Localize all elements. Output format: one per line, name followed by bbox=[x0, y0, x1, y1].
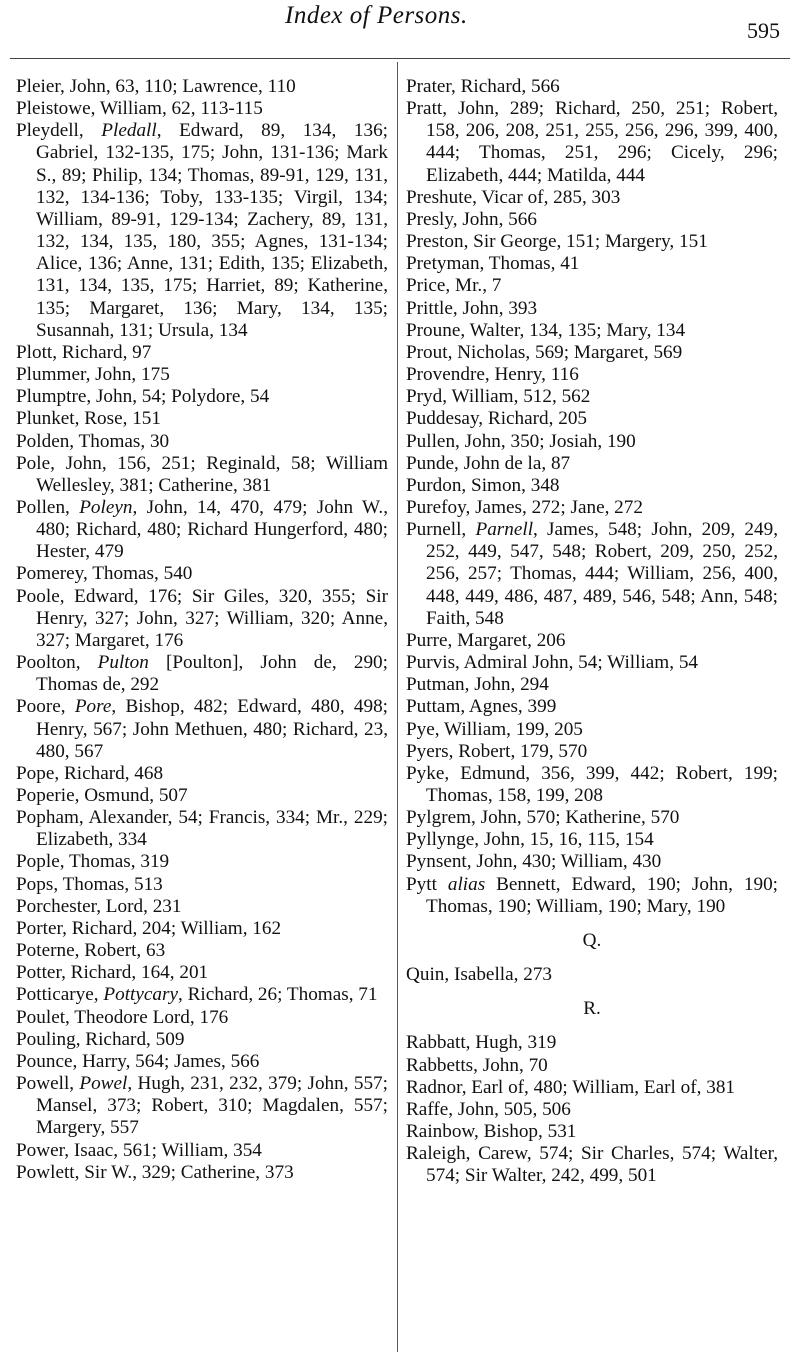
entry-text: Poulet, Theodore Lord, 176 bbox=[16, 1006, 229, 1028]
entry-text: Puddesay, Richard, 205 bbox=[406, 408, 588, 430]
index-entry bbox=[406, 209, 778, 231]
entry-variant-spelling: Poleyn bbox=[79, 496, 133, 518]
index-entry bbox=[16, 431, 388, 453]
entry-text: Bennett, Edward, 190; John, 190; Thomas, 190; William, 190; Mary, 190 bbox=[426, 873, 778, 917]
index-entry bbox=[406, 76, 778, 98]
index-entry bbox=[406, 253, 778, 275]
entry-text: Poterne, Robert, 63 bbox=[16, 940, 166, 962]
entry-text: Pleistowe, William, 62, 113-115 bbox=[16, 98, 263, 120]
index-entry bbox=[406, 763, 778, 807]
entry-text: Pople, Thomas, 319 bbox=[16, 851, 170, 873]
entry-variant-spelling: Powel bbox=[79, 1073, 128, 1095]
entry-text: Purnell, bbox=[406, 519, 476, 541]
entry-variant-spelling: Parnell bbox=[475, 519, 534, 541]
index-entry bbox=[406, 364, 778, 386]
index-entry bbox=[406, 453, 778, 475]
entry-text: Pleydell, bbox=[16, 120, 102, 142]
entry-variant-spelling: alias bbox=[447, 873, 486, 895]
entry-text: Pretyman, Thomas, 41 bbox=[406, 253, 580, 275]
index-entry bbox=[16, 851, 388, 873]
entry-text: Potticarye, bbox=[16, 984, 104, 1006]
index-entry bbox=[406, 1099, 778, 1121]
entry-text: , John, 14, 470, 479; John W., 480; Richard, 480; Richard Hungerford, 480; Hester, 479 bbox=[36, 496, 388, 563]
index-entry bbox=[16, 342, 388, 364]
entry-text: Plumptre, John, 54; Polydore, 54 bbox=[16, 386, 270, 408]
entry-list-q bbox=[406, 964, 778, 986]
entry-text: , Edward, 89, 134, 136; Gabriel, 132-135, 175; John, 131-136; Mark S., 89; Philip, 134; Thomas, 89-91, 129, 131, 132, 134-136; Toby, 133-135; Virgil, 134; William, 89-91, 129-134; Zachery, 89, 131, 132, 134, 135, 180, 355; Agnes, 131-134; Alice, 136; Anne, 131; Edith, 135; Elizabeth, 131, 134, 135, 175; Harriet, 89; Katherine, 135; Margaret, 136; Mary, 134, 135; Susannah, 131; Ursula, 134 bbox=[36, 120, 388, 341]
entry-text: Preston, Sir George, 151; Margery, 151 bbox=[406, 231, 708, 253]
entry-text: Raleigh, Carew, 574; Sir Charles, 574; Walter, 574; Sir Walter, 242, 499, 501 bbox=[406, 1143, 778, 1187]
index-entry bbox=[406, 475, 778, 497]
entry-text: Powlett, Sir W., 329; Catherine, 373 bbox=[16, 1161, 294, 1183]
index-entry bbox=[406, 696, 778, 718]
entry-text: Quin, Isabella, 273 bbox=[406, 964, 553, 986]
column-divider bbox=[397, 62, 398, 1352]
index-entry bbox=[16, 386, 388, 408]
entry-variant-spelling: Pore bbox=[74, 696, 112, 718]
index-entry bbox=[406, 342, 778, 364]
entry-text: Pynsent, John, 430; William, 430 bbox=[406, 851, 662, 873]
entry-text: Pye, William, 199, 205 bbox=[406, 718, 583, 740]
index-entry bbox=[406, 1055, 778, 1077]
page-number: 595 bbox=[747, 18, 780, 43]
entry-list-r bbox=[406, 1032, 778, 1187]
entry-text: Prater, Richard, 566 bbox=[406, 76, 560, 97]
entry-list-right bbox=[406, 76, 778, 918]
entry-text: Pratt, John, 289; Richard, 250, 251; Robert, 158, 206, 208, 251, 255, 256, 296, 399, 400, 444; Thomas, 251, 296; Cicely, 296; Elizabeth, 444; Matilda, 444 bbox=[406, 98, 778, 186]
index-entry bbox=[16, 1073, 388, 1139]
entry-text: Pomerey, Thomas, 540 bbox=[16, 563, 193, 585]
entry-text: Poore, bbox=[16, 696, 75, 718]
index-entry bbox=[16, 984, 388, 1006]
entry-text: Price, Mr., 7 bbox=[406, 275, 502, 297]
index-entry bbox=[406, 320, 778, 342]
entry-text: Rabbetts, John, 70 bbox=[406, 1054, 548, 1076]
entry-variant-spelling: Pledall bbox=[101, 120, 157, 142]
index-entry bbox=[406, 741, 778, 763]
index-entry bbox=[16, 918, 388, 940]
entry-text: Pleier, John, 63, 110; Lawrence, 110 bbox=[16, 76, 296, 97]
index-entry bbox=[16, 1029, 388, 1051]
entry-list-left bbox=[16, 76, 388, 1184]
entry-text: Pouling, Richard, 509 bbox=[16, 1028, 185, 1050]
entry-text: Putman, John, 294 bbox=[406, 674, 549, 696]
index-entry bbox=[16, 962, 388, 984]
section-heading-r: R. bbox=[583, 998, 601, 1020]
index-entry bbox=[406, 298, 778, 320]
entry-text: Powell, bbox=[16, 1073, 80, 1095]
entry-text: Provendre, Henry, 116 bbox=[406, 364, 579, 386]
index-entry bbox=[406, 386, 778, 408]
entry-text: Power, Isaac, 561; William, 354 bbox=[16, 1139, 262, 1161]
entry-variant-spelling: Pottycary bbox=[103, 984, 178, 1006]
entry-text: Rabbatt, Hugh, 319 bbox=[406, 1032, 557, 1054]
index-entry bbox=[16, 408, 388, 430]
index-entry bbox=[406, 431, 778, 453]
index-entry bbox=[16, 785, 388, 807]
entry-text: Rainbow, Bishop, 531 bbox=[406, 1121, 577, 1143]
entry-text: Presly, John, 566 bbox=[406, 208, 537, 230]
index-entry bbox=[406, 231, 778, 253]
index-entry bbox=[16, 586, 388, 652]
entry-text: Prittle, John, 393 bbox=[406, 297, 538, 319]
entry-text: Pope, Richard, 468 bbox=[16, 762, 164, 784]
index-entry bbox=[16, 696, 388, 762]
index-entry bbox=[406, 519, 778, 630]
index-entry bbox=[16, 807, 388, 851]
index-entry bbox=[406, 187, 778, 209]
entry-text: Poole, Edward, 176; Sir Giles, 320, 355; Sir Henry, 327; John, 327; William, 320; Anne, 327; Margaret, 176 bbox=[16, 585, 388, 651]
index-column-left bbox=[16, 76, 388, 1184]
index-entry bbox=[16, 763, 388, 785]
entry-text: Poolton, bbox=[16, 652, 98, 674]
entry-text: , James, 548; John, 209, 249, 252, 449, 547, 548; Robert, 209, 250, 252, 256, 257; Thomas, 444; William, 256, 400, 448, 449, 486, 487, 489, 546, 548; Ann, 548; Faith, 548 bbox=[426, 519, 778, 629]
entry-text: Potter, Richard, 164, 201 bbox=[16, 962, 209, 984]
index-entry bbox=[406, 275, 778, 297]
entry-text: Pylgrem, John, 570; Katherine, 570 bbox=[406, 807, 680, 829]
index-entry bbox=[406, 630, 778, 652]
entry-text: Popham, Alexander, 54; Francis, 334; Mr., 229; Elizabeth, 334 bbox=[16, 807, 388, 851]
section-heading-q: Q. bbox=[582, 929, 602, 951]
index-entry bbox=[406, 964, 778, 986]
index-entry bbox=[406, 829, 778, 851]
entry-text: Purre, Margaret, 206 bbox=[406, 629, 566, 651]
index-entry bbox=[16, 563, 388, 585]
entry-text: Purefoy, James, 272; Jane, 272 bbox=[406, 496, 643, 518]
index-entry bbox=[16, 1162, 388, 1184]
entry-text: Puttam, Agnes, 399 bbox=[406, 696, 557, 718]
index-entry bbox=[406, 719, 778, 741]
index-entry bbox=[406, 807, 778, 829]
entry-text: Raffe, John, 505, 506 bbox=[406, 1098, 571, 1120]
entry-text: Purvis, Admiral John, 54; William, 54 bbox=[406, 652, 699, 674]
entry-text: Poperie, Osmund, 507 bbox=[16, 785, 188, 806]
header-rule bbox=[10, 58, 790, 59]
index-entry bbox=[406, 652, 778, 674]
entry-text: Radnor, Earl of, 480; William, Earl of, 381 bbox=[406, 1076, 736, 1098]
index-entry bbox=[406, 408, 778, 430]
entry-text: Punde, John de la, 87 bbox=[406, 452, 571, 474]
index-entry bbox=[16, 896, 388, 918]
index-entry bbox=[16, 98, 388, 120]
entry-text: Proune, Walter, 134, 135; Mary, 134 bbox=[406, 319, 686, 341]
index-entry bbox=[16, 1051, 388, 1073]
entry-text: , Richard, 26; Thomas, 71 bbox=[177, 984, 378, 1006]
index-entry bbox=[16, 874, 388, 896]
entry-text: Preshute, Vicar of, 285, 303 bbox=[406, 186, 621, 208]
running-title: Index of Persons. bbox=[285, 2, 468, 29]
entry-text: Purdon, Simon, 348 bbox=[406, 474, 560, 496]
entry-text: , Hugh, 231, 232, 379; John, 557; Mansel, 373; Robert, 310; Magdalen, 557; Margery, 557 bbox=[36, 1073, 388, 1139]
index-entry bbox=[16, 1140, 388, 1162]
entry-text: Polden, Thomas, 30 bbox=[16, 430, 170, 452]
entry-text: Pole, John, 156, 251; Reginald, 58; William Wellesley, 381; Catherine, 381 bbox=[16, 452, 388, 496]
index-entry bbox=[406, 874, 778, 918]
entry-text: Porter, Richard, 204; William, 162 bbox=[16, 917, 282, 939]
index-entry bbox=[406, 1032, 778, 1054]
entry-variant-spelling: Pulton bbox=[97, 652, 149, 674]
entry-text: Pops, Thomas, 513 bbox=[16, 873, 163, 895]
index-entry bbox=[16, 652, 388, 696]
index-entry bbox=[16, 453, 388, 497]
entry-text: Pryd, William, 512, 562 bbox=[406, 386, 591, 408]
index-column-right bbox=[406, 76, 778, 1188]
entry-text: Pytt bbox=[406, 873, 448, 895]
entry-text: Pyers, Robert, 179, 570 bbox=[406, 740, 588, 762]
index-entry bbox=[16, 940, 388, 962]
entry-text: Pyke, Edmund, 356, 399, 442; Robert, 199; Thomas, 158, 199, 208 bbox=[406, 762, 778, 806]
entry-text: Porchester, Lord, 231 bbox=[16, 895, 182, 917]
index-entry bbox=[406, 1121, 778, 1143]
index-entry bbox=[16, 497, 388, 563]
index-entry bbox=[406, 851, 778, 873]
entry-text: Plummer, John, 175 bbox=[16, 364, 170, 386]
entry-text: , Bishop, 482; Edward, 480, 498; Henry, 567; John Methuen, 480; Richard, 23, 480, 567 bbox=[36, 696, 388, 762]
index-entry bbox=[16, 364, 388, 386]
page-header bbox=[0, 0, 800, 58]
index-entry bbox=[406, 674, 778, 696]
entry-text: [Poulton], John de, 290; Thomas de, 292 bbox=[36, 652, 388, 696]
entry-text: Pounce, Harry, 564; James, 566 bbox=[16, 1050, 260, 1072]
entry-text: Pyllynge, John, 15, 16, 115, 154 bbox=[406, 829, 654, 851]
entry-text: Pollen, bbox=[16, 496, 80, 518]
index-entry bbox=[406, 1077, 778, 1099]
index-entry bbox=[406, 1143, 778, 1187]
index-entry bbox=[406, 497, 778, 519]
entry-text: Plott, Richard, 97 bbox=[16, 341, 152, 363]
index-entry bbox=[16, 1007, 388, 1029]
index-entry bbox=[16, 120, 388, 342]
entry-text: Pullen, John, 350; Josiah, 190 bbox=[406, 430, 636, 452]
entry-text: Plunket, Rose, 151 bbox=[16, 408, 161, 430]
index-entry bbox=[406, 98, 778, 187]
index-entry bbox=[16, 76, 388, 98]
entry-text: Prout, Nicholas, 569; Margaret, 569 bbox=[406, 341, 683, 363]
